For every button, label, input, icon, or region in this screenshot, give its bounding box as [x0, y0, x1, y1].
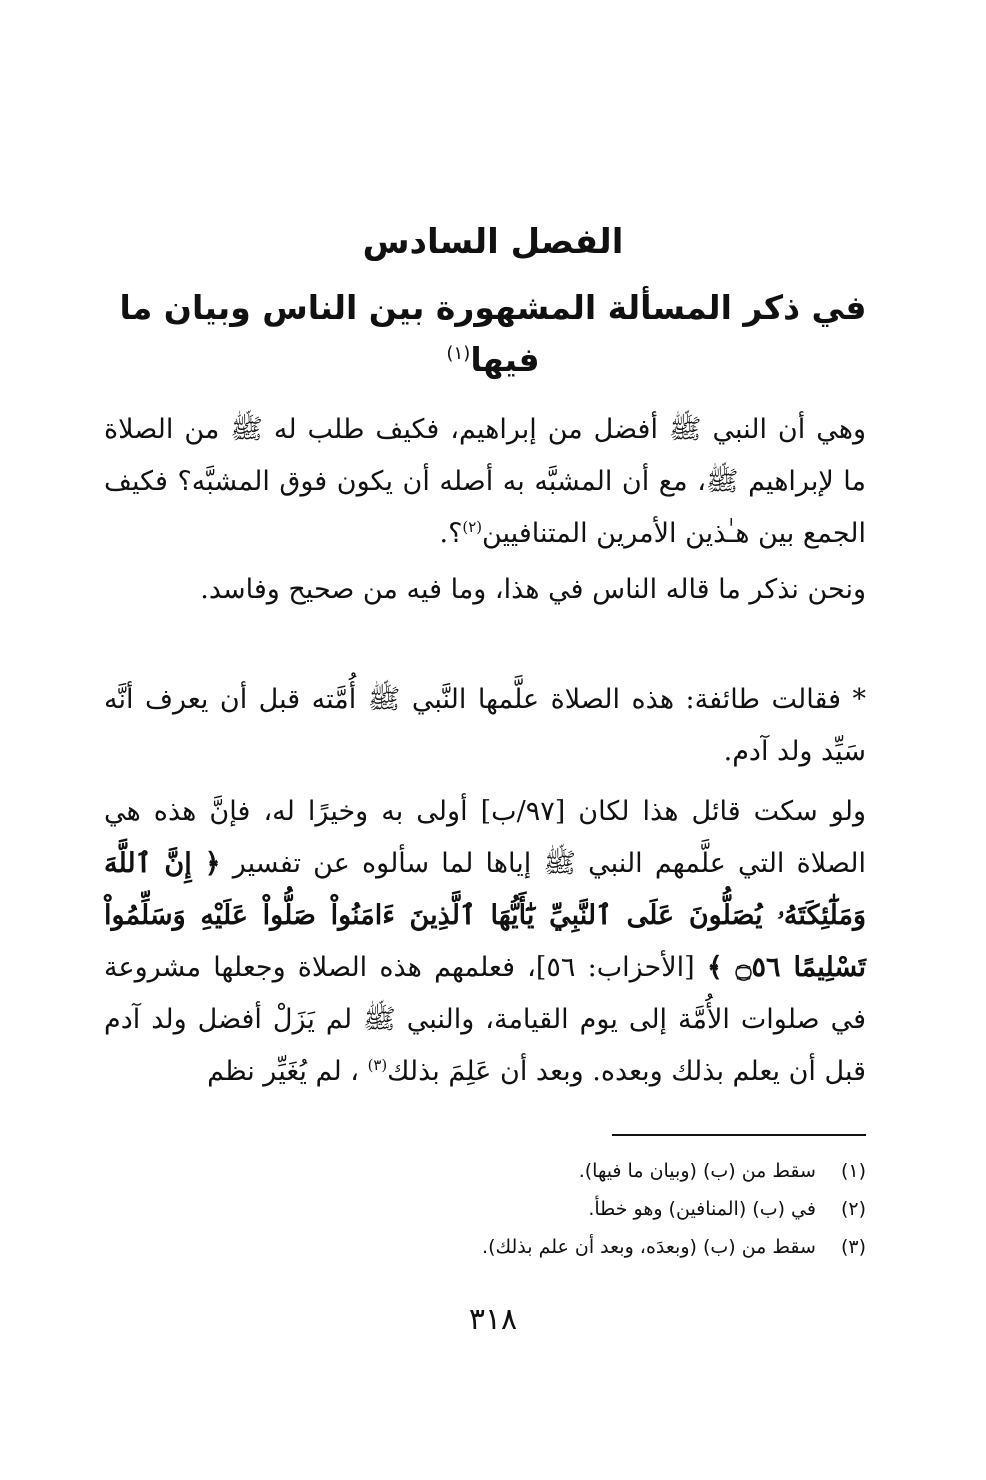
paragraph-3-text: * فقالت طائفة: هذه الصلاة علَّمها النَّبي ﷺ أُمَّته قبل أن يعرف أنَّه سَيِّد ولد آدم.: [104, 684, 866, 767]
paragraph-1-text: وهي أن النبي ﷺ أفضل من إبراهيم، فكيف طلب له ﷺ من الصلاة ما لإبراهيم ﷺ، مع أن المشبَّه به أصله أن يكون فوق المشبَّه؟ فكيف الجمع بين هـٰذين الأمرين المتنافيين: [104, 414, 866, 549]
footnote-separator: [612, 1134, 866, 1136]
page-number: ٣١٨: [468, 1302, 518, 1337]
paragraph-1-tail: ؟.: [439, 518, 463, 549]
paragraph-1: [104, 404, 866, 560]
quran-verse: ﴿ إِنَّ ٱللَّهَ وَمَلَٰٓئِكَتَهُۥ يُصَلُّونَ عَلَى ٱلنَّبِيِّ يَٰٓأَيُّهَا ٱلَّذِينَ ءَامَنُواْ صَلُّواْ عَلَيْهِ وَسَلِّمُواْ تَسْلِيمًا ۝٥٦ ﴾: [104, 848, 866, 983]
chapter-subtitle-text: في ذكر المسألة المشهورة بين الناس وبيان ما فيها: [119, 288, 867, 379]
paragraph-4-text-after: [الأحزاب: ٥٦]، فعلمهم هذه الصلاة وجعلها مشروعة في صلوات الأُمَّة إلى يوم القيامة، والنبي ﷺ لم يَزَلْ أفضل ولد آدم قبل أن يعلم بذلك وبعده. وبعد أن عَلِمَ بذلك: [104, 952, 866, 1087]
footnotes: [300, 1152, 866, 1266]
footnote-number: (١): [840, 1160, 866, 1182]
footnote-text: سقط من (ب) (وبيان ما فيها).: [578, 1160, 816, 1182]
footnote-ref-3[interactable]: (٣): [367, 1056, 388, 1074]
paragraph-4: [104, 786, 866, 1098]
footnote-number: (٢): [840, 1198, 866, 1220]
paragraph-2: [104, 564, 866, 616]
footnote-2: [300, 1190, 866, 1228]
footnote-1: [300, 1152, 866, 1190]
footnote-number: (٣): [840, 1236, 866, 1258]
footnote-ref-2[interactable]: (٢): [462, 518, 482, 536]
footnote-ref-1[interactable]: (١): [446, 343, 471, 364]
footnote-text: سقط من (ب) (وبعدَه، وبعد أن علم بذلك).: [482, 1236, 816, 1258]
footnote-3: [300, 1228, 866, 1266]
paragraph-4-tail: ، لم يُغَيِّر نظم: [207, 1056, 368, 1087]
paragraph-2-text: ونحن نذكر ما قاله الناس في هذا، وما فيه من صحيح وفاسد.: [200, 574, 866, 605]
paragraph-3: [104, 674, 866, 778]
chapter-title: [100, 218, 886, 266]
chapter-subtitle: [100, 282, 886, 386]
chapter-title-text: الفصل السادس: [362, 222, 624, 262]
footnote-text: في (ب) (المنافين) وهو خطأ.: [588, 1198, 816, 1220]
paragraph-4-text-before: ولو سكت قائل هذا لكان [٩٧/ب] أولى به وخيرًا له، فإنَّ هذه هي الصلاة التي علَّمهم النبي ﷺ إياها لما سألوه عن تفسير: [104, 796, 866, 879]
